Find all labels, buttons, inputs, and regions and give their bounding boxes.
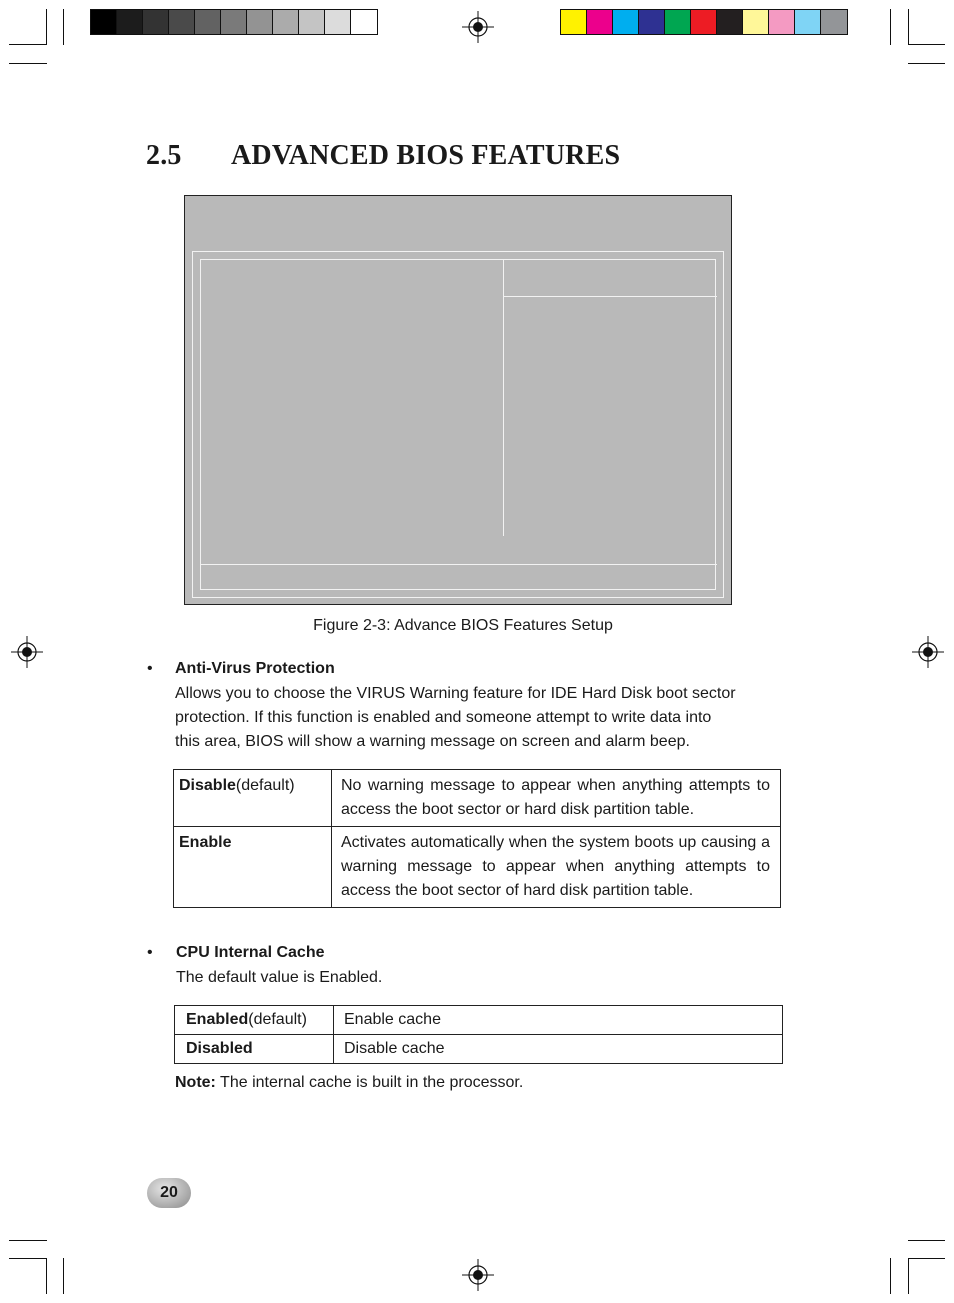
bios-column-divider: [503, 260, 504, 536]
cpu-cache-description: The default value is Enabled.: [176, 969, 383, 986]
anti-virus-options-table: [173, 769, 781, 908]
color-swatch: [273, 10, 299, 34]
crop-mark: [908, 9, 909, 45]
section-title: ADVANCED BIOS FEATURES: [231, 140, 621, 171]
option-default-tag: (default): [235, 777, 295, 794]
option-cell: [174, 770, 332, 827]
crop-mark: [908, 63, 945, 64]
registration-mark-icon: [462, 11, 494, 43]
color-swatch: [821, 10, 847, 34]
registration-mark-icon: [462, 1259, 494, 1291]
color-swatch: [221, 10, 247, 34]
option-description: Enable cache: [334, 1006, 783, 1035]
color-swatch: [613, 10, 639, 34]
crop-mark: [908, 1258, 909, 1294]
color-swatch: [769, 10, 795, 34]
color-swatch: [169, 10, 195, 34]
crop-mark: [9, 63, 47, 64]
color-swatch: [665, 10, 691, 34]
color-swatch: [351, 10, 377, 34]
color-swatch: [717, 10, 743, 34]
color-swatch: [247, 10, 273, 34]
option-description: Activates automatically when the system boots up causing a warning message to appear when anything attempts to access the boot sector of hard disk partition table.: [332, 827, 781, 908]
figure-caption: Figure 2-3: Advance BIOS Features Setup: [313, 617, 613, 634]
crop-mark: [46, 1258, 47, 1294]
bullet-icon: •: [147, 660, 153, 677]
crop-mark: [908, 1258, 945, 1259]
bullet-icon: •: [147, 944, 153, 961]
bios-setup-figure: [184, 195, 732, 605]
cpu-cache-options-table: [174, 1005, 783, 1064]
color-swatch: [299, 10, 325, 34]
color-swatch: [795, 10, 821, 34]
section-number: 2.5: [146, 140, 182, 171]
grayscale-color-bar: [90, 9, 378, 35]
bios-frame-outer: [192, 251, 724, 598]
color-swatch: [743, 10, 769, 34]
option-name: Disabled: [186, 1040, 253, 1057]
color-swatch: [143, 10, 169, 34]
table-row: [175, 1006, 783, 1035]
option-default-tag: (default): [248, 1011, 307, 1028]
color-swatch: [325, 10, 351, 34]
registration-mark-icon: [912, 636, 944, 668]
anti-virus-description: [175, 682, 736, 754]
crop-mark: [46, 9, 47, 45]
cpu-cache-title: CPU Internal Cache: [176, 944, 325, 961]
crop-mark: [63, 1258, 64, 1294]
bios-help-header-divider: [503, 296, 717, 297]
description-line: protection. If this function is enabled and someone attempt to write data into: [175, 709, 712, 726]
color-swatch: [91, 10, 117, 34]
anti-virus-title: Anti-Virus Protection: [175, 660, 335, 677]
crop-mark: [908, 44, 945, 45]
table-row: [174, 770, 781, 827]
description-line: Allows you to choose the VIRUS Warning feature for IDE Hard Disk boot sector: [175, 685, 736, 702]
color-swatch: [639, 10, 665, 34]
option-name: Disable: [179, 777, 236, 794]
description-line: this area, BIOS will show a warning message on screen and alarm beep.: [175, 733, 690, 750]
crop-mark: [63, 9, 64, 45]
option-description: Disable cache: [334, 1035, 783, 1064]
crop-mark: [9, 1240, 47, 1241]
crop-mark: [9, 1258, 47, 1259]
table-row: [174, 827, 781, 908]
color-swatch: [561, 10, 587, 34]
option-cell: [175, 1035, 334, 1064]
option-name: Enabled: [186, 1011, 249, 1028]
note-text: The internal cache is built in the processor.: [215, 1074, 524, 1091]
crop-mark: [9, 44, 47, 45]
option-description: No warning message to appear when anything attempts to access the boot sector or hard disk partition table.: [332, 770, 781, 827]
registration-mark-icon: [11, 636, 43, 668]
color-swatch: [117, 10, 143, 34]
option-cell: [175, 1006, 334, 1035]
color-swatch: [195, 10, 221, 34]
process-color-bar: [560, 9, 848, 35]
note: [175, 1074, 523, 1092]
bios-frame-inner: [200, 259, 716, 590]
color-swatch: [691, 10, 717, 34]
bios-footer-divider: [201, 564, 717, 565]
table-row: [175, 1035, 783, 1064]
crop-mark: [890, 1258, 891, 1294]
crop-mark: [890, 9, 891, 45]
crop-mark: [908, 1240, 945, 1241]
page-number-badge: 20: [147, 1178, 191, 1208]
note-label: Note:: [175, 1074, 216, 1091]
option-name: Enable: [179, 834, 232, 851]
option-cell: [174, 827, 332, 908]
color-swatch: [587, 10, 613, 34]
